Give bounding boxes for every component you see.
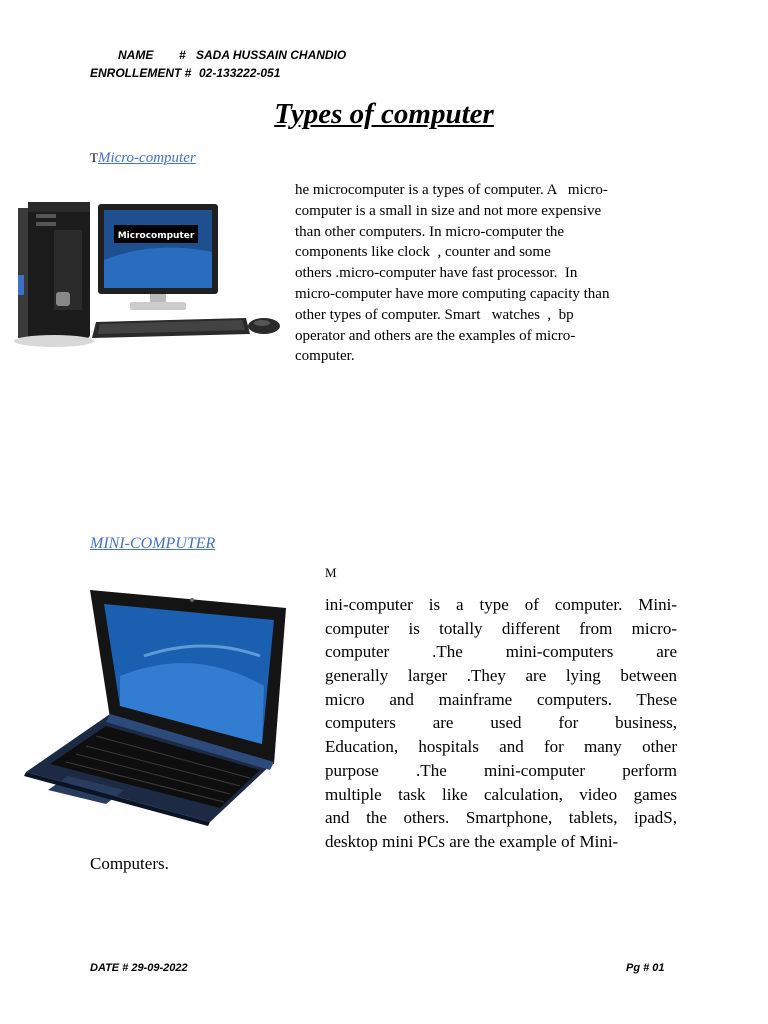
mini-line: generally larger .They are lying between: [325, 666, 677, 686]
mini-paragraph: [325, 593, 677, 854]
micro-prefix: T: [90, 150, 98, 165]
name-hash: #: [179, 48, 186, 62]
mini-heading-row: [90, 535, 215, 553]
micro-paragraph: [295, 180, 675, 367]
mini-line: desktop mini PCs are the example of Mini-: [325, 831, 619, 851]
name-value: SADA HUSSAIN CHANDIO: [196, 48, 347, 62]
micro-heading-row: [90, 150, 196, 167]
mini-line: multiple task like calculation, video games: [325, 784, 677, 804]
page-title: Types of computer: [274, 98, 494, 130]
footer-page-number: Pg # 01: [626, 962, 665, 974]
mini-heading-link[interactable]: MINI-COMPUTER: [90, 535, 216, 552]
mini-continuation: Computers.: [90, 854, 169, 873]
micro-line: micro-computer have more computing capacity than: [295, 285, 610, 302]
mini-line: purpose .The mini-computer perform: [325, 760, 677, 780]
mini-line: and the others. Smartphone, tablets, ipadS,: [325, 808, 677, 828]
mini-line: Education, hospitals and for many other: [325, 737, 677, 757]
mini-dropcap: M: [325, 565, 337, 580]
mini-line: computer is totally different from micro-: [325, 618, 677, 638]
micro-line: operator and others are the examples of micro-: [295, 327, 576, 344]
micro-line: computer.: [295, 348, 355, 365]
micro-line: others .micro-computer have fast processor. In: [295, 265, 578, 282]
micro-line: than other computers. In micro-computer the: [295, 223, 565, 240]
micro-line: he microcomputer is a types of computer. A micro-: [295, 182, 608, 198]
footer-date: DATE # 29-09-2022: [90, 962, 188, 974]
netbook-image: [24, 586, 294, 826]
mini-line: ini-computer is a type of computer. Mini-: [325, 595, 677, 614]
enrollment-value: 02-133222-051: [199, 66, 281, 80]
monitor-screen-label: Microcomputer: [117, 231, 195, 241]
mini-line: computer .The mini-computers are: [325, 642, 677, 662]
desktop-computer-image: [14, 200, 286, 352]
micro-line: computer is a small in size and not more expensive: [295, 202, 602, 219]
enrollment-label: ENROLLEMENT #: [90, 66, 192, 80]
name-label: NAME: [118, 48, 154, 62]
micro-line: other types of computer. Smart watches , bp: [295, 306, 574, 323]
mini-line: micro and mainframe computers. These: [325, 689, 677, 709]
micro-line: components like clock , counter and some: [295, 244, 551, 261]
micro-heading-link[interactable]: Micro-computer: [97, 150, 196, 166]
mini-line: computers are used for business,: [325, 713, 677, 733]
